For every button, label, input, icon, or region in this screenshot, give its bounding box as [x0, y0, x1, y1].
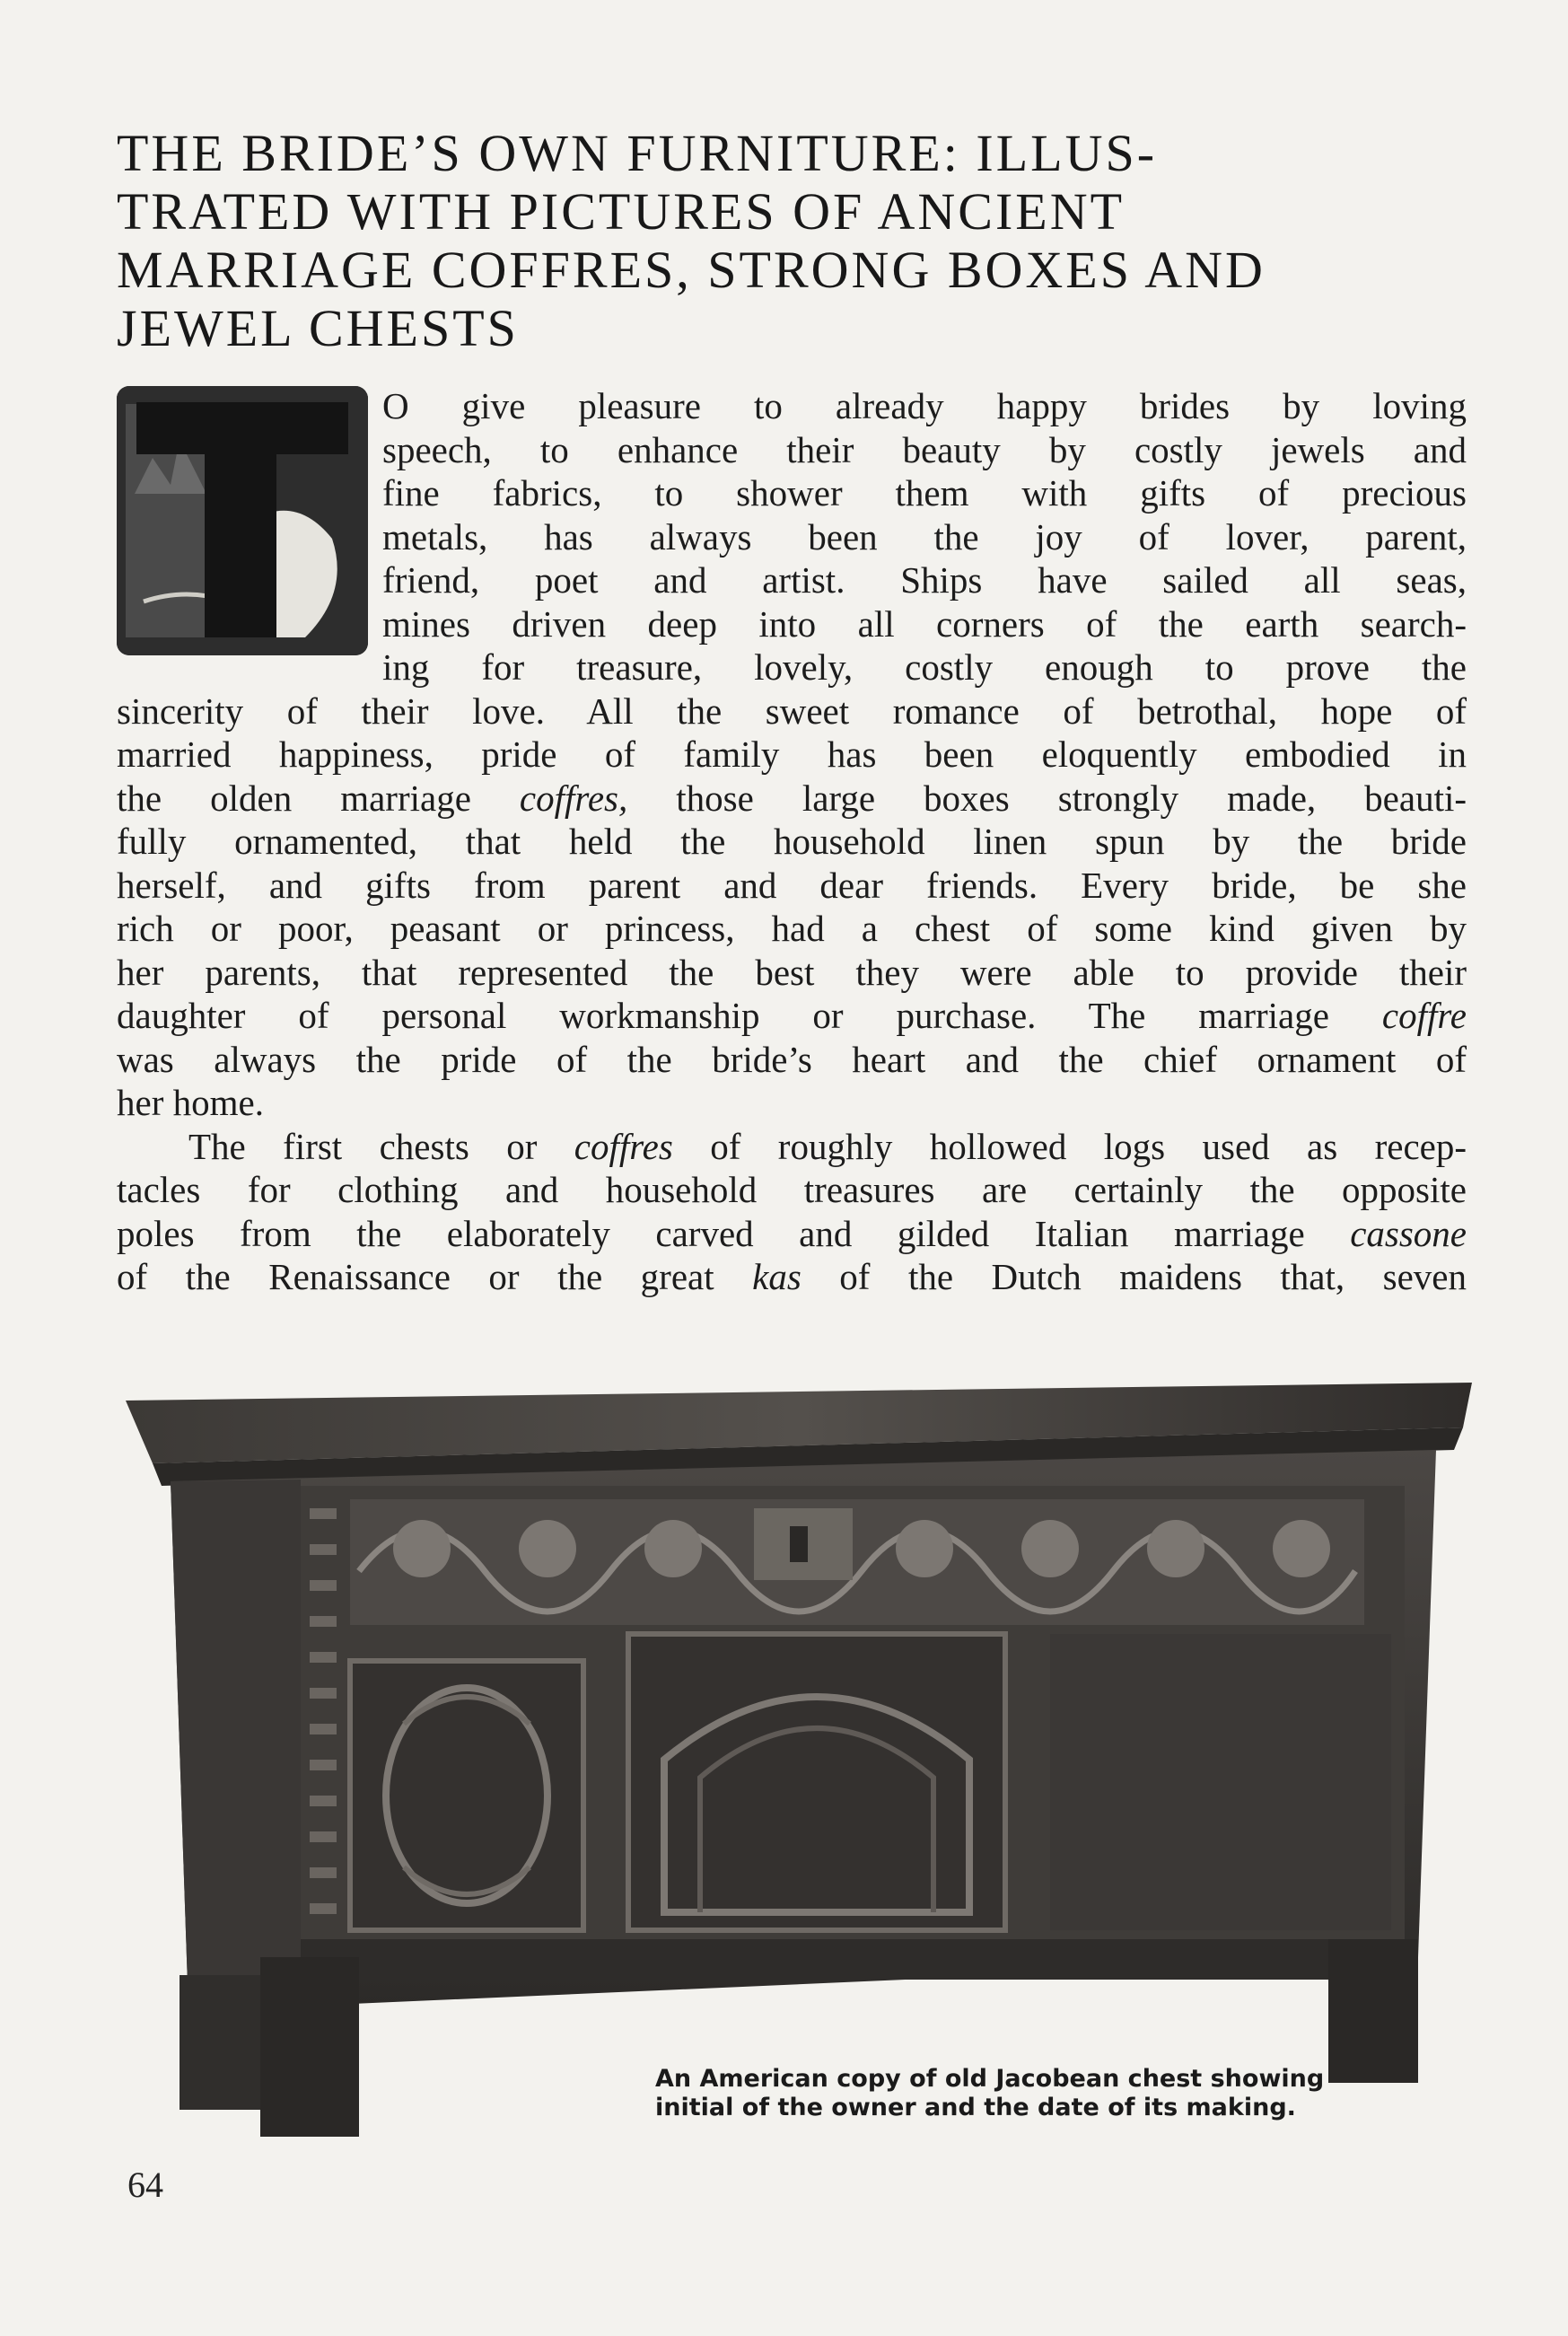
text-line: mines driven deep into all corners of the earth search- [382, 602, 1467, 645]
text-line [117, 777, 1467, 821]
chest-photograph [126, 1365, 1472, 2137]
italic-term: coffres, [519, 777, 628, 819]
text-line: fully ornamented, that held the household linen spun by the bride [117, 821, 1467, 862]
text-line: friend, poet and artist. Ships have sailed all seas, [382, 559, 1467, 601]
text-line: sincerity of their love. All the sweet romance of betrothal, hope of [117, 689, 1467, 732]
text-run: The first chests or [188, 1125, 574, 1167]
text-line: speech, to enhance their beauty by costly jewels and [382, 428, 1467, 470]
article-title [117, 124, 1463, 357]
text-line: metals, has always been the joy of lover, parent, [382, 515, 1467, 558]
text-line: was always the pride of the bride’s heart and the chief ornament of [117, 1038, 1467, 1080]
text-line: her home. [117, 1082, 264, 1123]
text-line [117, 1212, 1467, 1256]
jacobean-chest-image [126, 1365, 1472, 2137]
title-line: THE BRIDE’S OWN FURNITURE: ILLUS- [117, 124, 1158, 182]
title-line: MARRIAGE COFFRES, STRONG BOXES AND [117, 241, 1266, 299]
text-run: daughter of personal workmanship or purchase. The marriage [117, 995, 1382, 1036]
text-run: the olden marriage [117, 777, 520, 819]
text-line: herself, and gifts from parent and dear friends. Every bride, be she [117, 864, 1467, 906]
italic-term: coffres [574, 1125, 673, 1167]
text-line: ing for treasure, lovely, costly enough to prove the [382, 646, 1467, 688]
text-line [117, 1255, 1467, 1299]
text-run: poles from the elaborately carved and gilded Italian marriage [117, 1212, 1351, 1254]
text-line: tacles for clothing and household treasures are certainly the opposite [117, 1169, 1467, 1210]
text-run: of roughly hollowed logs used as recep- [672, 1125, 1467, 1167]
text-run: of the Dutch maidens that, seven [801, 1256, 1467, 1297]
article-body [117, 384, 1467, 1299]
text-line [117, 994, 1467, 1038]
text-run: of the Renaissance or the great [117, 1256, 753, 1297]
text-line: O give pleasure to already happy brides by loving [382, 385, 1467, 426]
italic-term: cassone [1350, 1212, 1467, 1254]
title-line: TRATED WITH PICTURES OF ANCIENT [117, 182, 1126, 241]
title-line: JEWEL CHESTS [117, 299, 519, 357]
italic-term: coffre [1381, 995, 1467, 1036]
photo-caption [655, 2065, 1427, 2122]
text-line: fine fabrics, to shower them with gifts of precious [382, 472, 1467, 514]
text-run: those large boxes strongly made, beauti- [627, 777, 1467, 819]
text-line: her parents, that represented the best they were able to provide their [117, 951, 1467, 993]
italic-term: kas [752, 1256, 802, 1297]
caption-line: initial of the owner and the date of its making. [655, 2094, 1296, 2121]
text-line: rich or poor, peasant or princess, had a chest of some kind given by [117, 908, 1467, 949]
text-line: married happiness, pride of family has been eloquently embodied in [117, 733, 1467, 775]
text-line [117, 1125, 1467, 1169]
page-number: 64 [127, 2165, 163, 2205]
caption-line: An American copy of old Jacobean chest showing [655, 2065, 1325, 2093]
